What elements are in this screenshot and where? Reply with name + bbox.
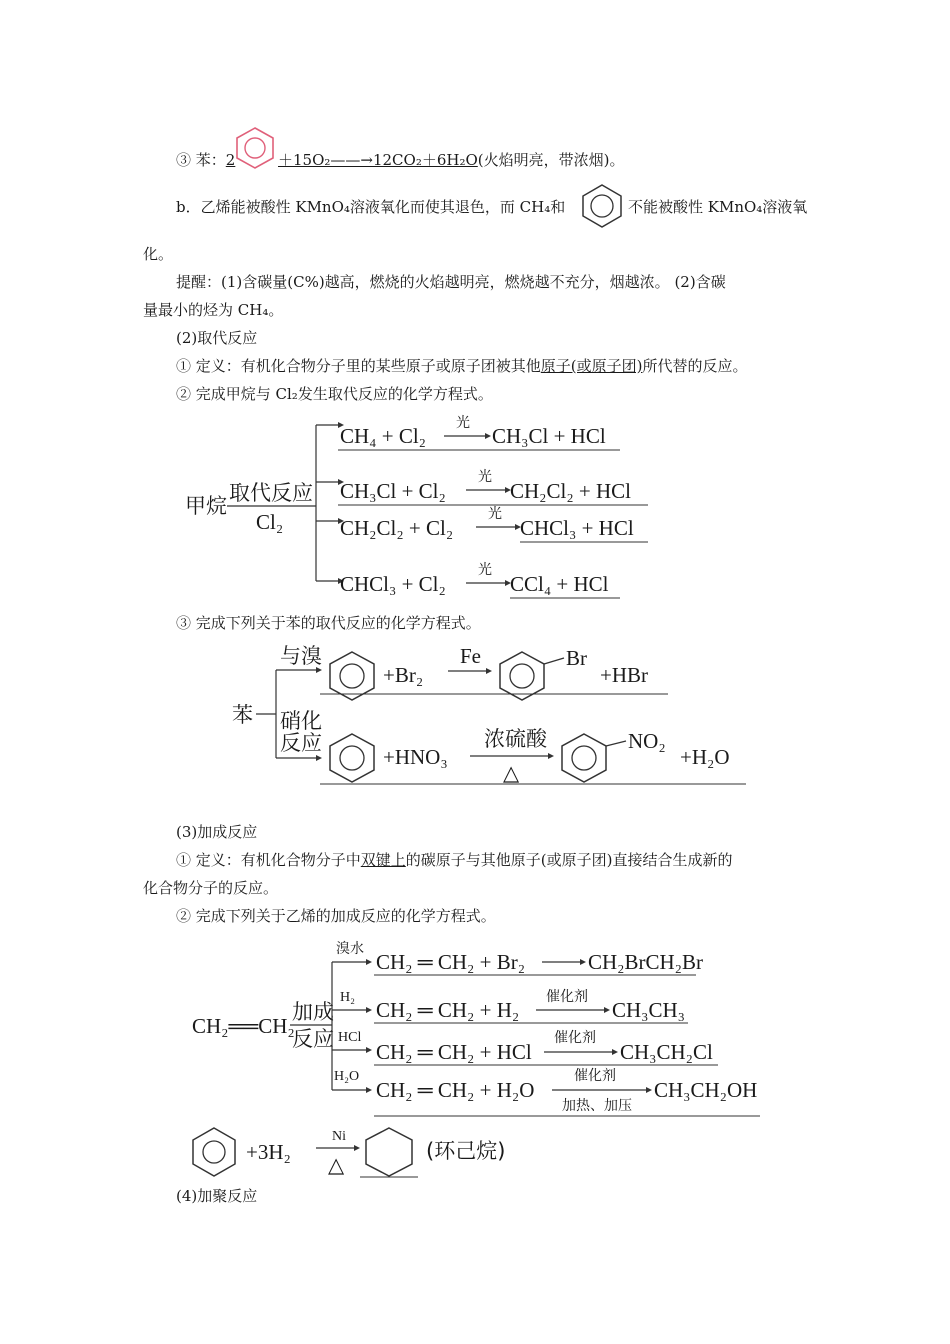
substitution-arrow-top: 取代反应 <box>229 481 313 505</box>
nitration-branch-1: 硝化 <box>280 709 322 733</box>
benzene-question: ③ 完成下列关于苯的取代反应的化学方程式。 <box>176 614 481 632</box>
catalyst-label: 催化剂 <box>554 1030 596 1046</box>
nitric-acid-reagent: +HNO₃ <box>383 745 448 769</box>
def-underlined: 双键上 <box>360 851 406 869</box>
coefficient: 2 <box>225 151 236 169</box>
item-label: ③ 苯： <box>176 151 226 169</box>
benzene-ring-icon-red <box>234 126 276 170</box>
tip-line-1: 提醒：(1)含碳量(C%)越高，燃烧的火焰越明亮，燃烧越不充分，烟越浓。 (2)含碳 <box>176 273 726 291</box>
methane-row-4-rhs: CCl₄ + HCl <box>510 572 609 596</box>
branch-hydrogen: H₂ <box>340 990 355 1005</box>
section-title-polymerization: (4)加聚反应 <box>176 1187 258 1205</box>
ethylene-row-3-rhs: CH₃CH₂Cl <box>620 1040 713 1064</box>
water-product: +H₂O <box>680 745 730 769</box>
hbr-product: +HBr <box>600 663 649 687</box>
addition-arrow-top: 加成 <box>292 1000 334 1024</box>
ethylene-row-4-rhs: CH₃CH₂OH <box>654 1078 758 1102</box>
oxidation-text-b: 不能被酸性 KMnO₄溶液氧 <box>628 198 808 216</box>
def-post: 的碳原子与其他原子(或原子团)直接结合生成新的 <box>405 851 733 869</box>
bromo-substituent: Br <box>566 646 587 670</box>
nitrobenzene-ring-icon <box>562 734 626 782</box>
light-label: 光 <box>478 469 492 485</box>
methane-question: ② 完成甲烷与 Cl₂发生取代反应的化学方程式。 <box>176 385 493 403</box>
ethylene-row-3-lhs: CH₂ ═ CH₂ + HCl <box>376 1040 532 1064</box>
addition-definition-2: 化合物分子的反应。 <box>143 879 279 897</box>
methane-label: 甲烷 <box>185 494 227 518</box>
ethylene-row-1-rhs: CH₂BrCH₂Br <box>588 950 703 974</box>
light-label: 光 <box>456 415 470 431</box>
light-label: 光 <box>478 562 492 578</box>
cyclohexane-ring-icon <box>366 1128 412 1176</box>
oxidation-text-a: b．乙烯能被酸性 KMnO₄溶液氧化而使其退色，而 CH₄和 <box>176 198 566 216</box>
def-pre: ① 定义：有机化合物分子里的某些原子或原子团被其他 <box>176 357 541 375</box>
hydrogen-reagent: +3H₂ <box>246 1140 291 1164</box>
oxidation-text-c: 化。 <box>143 245 174 263</box>
catalyst-label: 催化剂 <box>546 989 588 1005</box>
methane-row-1-rhs: CH₃Cl + HCl <box>492 424 606 448</box>
branch-hcl: HCl <box>338 1030 362 1045</box>
benzene-combustion-rest <box>278 150 625 170</box>
bromination-branch: 与溴 <box>280 644 322 668</box>
benzene-combustion-line <box>176 150 235 170</box>
nickel-catalyst: Ni <box>332 1129 346 1144</box>
light-label: 光 <box>488 506 502 522</box>
branch-bromine-water: 溴水 <box>336 941 364 957</box>
bromobenzene-ring-icon <box>500 652 564 700</box>
section-title-addition: (3)加成反应 <box>176 823 258 841</box>
substitution-definition <box>176 356 748 376</box>
methane-row-2-lhs: CH₃Cl + Cl₂ <box>340 479 446 503</box>
heat-pressure-label: 加热、加压 <box>562 1098 632 1114</box>
ethylene-row-2-rhs: CH₃CH₃ <box>612 998 685 1022</box>
heat-symbol: △ <box>328 1153 345 1177</box>
benzene-label: 苯 <box>232 703 253 727</box>
substitution-arrow-bottom: Cl₂ <box>256 510 284 534</box>
ethylene-question: ② 完成下列关于乙烯的加成反应的化学方程式。 <box>176 907 496 925</box>
section-title-substitution: (2)取代反应 <box>176 329 258 347</box>
benzene-ring-icon <box>330 652 374 700</box>
methane-row-1-lhs: CH₄ + Cl₂ <box>340 424 426 448</box>
ethylene-row-4-lhs: CH₂ ═ CH₂ + H₂O <box>376 1078 535 1102</box>
methane-substitution-scheme <box>180 405 660 600</box>
iron-catalyst: Fe <box>460 644 481 668</box>
ethylene-row-2-lhs: CH₂ ═ CH₂ + H₂ <box>376 998 520 1022</box>
ethylene-row-1-lhs: CH₂ ═ CH₂ + Br₂ <box>376 950 526 974</box>
nitro-substituent: NO₂ <box>628 729 666 753</box>
benzene-ring-icon <box>580 183 624 229</box>
catalyst-label: 催化剂 <box>574 1068 616 1084</box>
ethylene-label: CH₂══CH₂ <box>192 1014 295 1038</box>
def-pre: ① 定义：有机化合物分子中 <box>176 851 361 869</box>
ethylene-addition-scheme <box>190 935 770 1120</box>
branch-water: H₂O <box>334 1069 360 1084</box>
heat-symbol: △ <box>503 761 520 785</box>
methane-row-3-rhs: CHCl₃ + HCl <box>520 516 634 540</box>
methane-row-4-lhs: CHCl₃ + Cl₂ <box>340 572 446 596</box>
def-post: 所代替的反应。 <box>642 357 748 375</box>
equation-rest: ＋15O₂——→12CO₂＋6H₂O <box>278 151 478 169</box>
methane-row-3-lhs: CH₂Cl₂ + Cl₂ <box>340 516 454 540</box>
nitration-branch-2: 反应 <box>280 731 322 755</box>
benzene-substitution-scheme <box>228 638 758 788</box>
addition-definition <box>176 850 733 870</box>
tip-line-2: 量最小的烃为 CH₄。 <box>143 301 284 319</box>
benzene-ring-icon <box>330 734 374 782</box>
benzene-ring-icon <box>193 1128 235 1176</box>
def-underlined: 原子(或原子团) <box>540 357 643 375</box>
cyclohexane-label: (环己烷) <box>426 1139 506 1163</box>
sulfuric-acid-catalyst: 浓硫酸 <box>484 727 547 751</box>
bromine-reagent: +Br₂ <box>383 663 424 687</box>
flame-note: (火焰明亮，带浓烟)。 <box>477 151 625 169</box>
methane-row-2-rhs: CH₂Cl₂ + HCl <box>510 479 632 503</box>
benzene-hydrogenation <box>190 1124 530 1180</box>
addition-arrow-bottom: 反应 <box>292 1027 334 1051</box>
